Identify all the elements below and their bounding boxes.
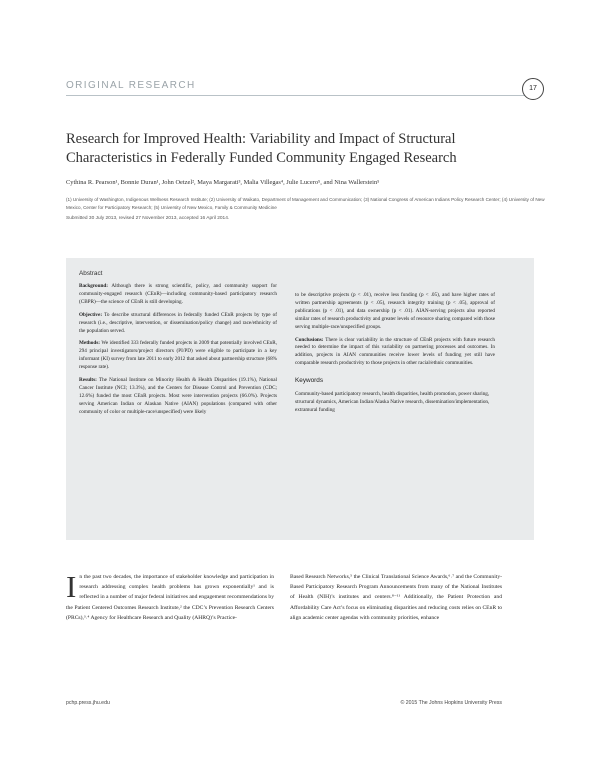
abstract-right-column (295, 292, 495, 420)
body-text-right: Based Research Networks,⁵ the Clinical Translational Science Awards,⁶˒⁷ and the Community-Based Participatory Research Program Announcements from many of the National Institutes of Health (NIH)’s institutes and centers.⁸⁻¹¹ Additionally, the Patient Protection and Affordability Care Act’s focus on eliminating disparities and reducing costs relies on CEnR to align academic center agendas with community priorities, enhance (290, 574, 502, 621)
journal-url: pchp.press.jhu.edu (66, 700, 110, 706)
abstract-results: Results: The National Institute on Minority Health & Health Disparities (19.1%), National Cancer Institute (NCI; 13.3%), and the Centers for Disease Control and Prevention (CDC; 12.6%) funded the most CEnR projects. Most were intervention projects (66.0%). Projects serving American Indian or Alaskan Native (AIAN) populations (compared with other community of color or multiple-race/unspecified) were likely (79, 377, 277, 415)
abstract-methods: Methods: We identified 333 federally funded projects in 2009 that potentially involved CEnR, 294 principal investigators/project directors (PI/PD) were eligible to participate in a key informant (KI) survey from late 2011 to early 2012 that asked about partnership structure (68% response rate). (79, 340, 277, 371)
copyright-notice: © 2015 The Johns Hopkins University Press (400, 700, 502, 706)
submission-dates: Submitted 30 July 2013, revised 27 November 2013, accepted 16 April 2014. (66, 216, 230, 221)
section-label: ORIGINAL RESEARCH (66, 80, 196, 91)
abstract-left-column (79, 283, 277, 422)
keywords-heading: Keywords (295, 377, 324, 385)
abstract-results-continued: to be descriptive projects (p < .01), receive less funding (p < .05), and have higher rates of written partnership agreements (p < .05), research integrity training (p < .05), approval of publications (p < .01), and data ownership (p < .01). AIAN-serving projects also reported similar rates of research productivity and greater levels of resource sharing compared with those serving multiple-race/unspecified groups. (295, 292, 495, 330)
section-divider (66, 95, 538, 96)
abstract-heading: Abstract (79, 270, 103, 277)
abstract-background: Background: Although there is strong scientific, policy, and community support for community-engaged research (CEnR)—including community-based participatory research (CBPR)—the science of CEnR is still developing. (79, 283, 277, 305)
author-affiliations: (1) University of Washington, Indigenous Wellness Research Institute; (2) University of Waikato, Department of Management and Communication; (3) National Congress of American Indians Policy Research Center; (4) University of New Mexico, Center for Participatory Research; (5) University of New Mexico, Family & Community Medicine (66, 197, 545, 210)
drop-cap: I (66, 569, 77, 604)
abstract-objective: Objective: To describe structural differences in federally funded CEnR projects by type of research (i.e., descriptive, intervention, or dissemination/policy change) and race/ethnicity of the population served. (79, 311, 277, 334)
author-list: Cythina R. Pearson¹, Bonnie Duran¹, John Oetzel², Maya Margarati³, Malia Villegas⁴, Julie Lucero⁵, and Nina Wallerstein⁵ (66, 179, 380, 186)
keywords-list: Community-based participatory research, health disparities, health promotion, power sharing, structural dynamics, American Indian/Alaska Native research, dissemination/implementation, extramural funding (295, 391, 490, 413)
article-title: Research for Improved Health: Variability and Impact of Structural Characteristics in Federally Funded Community Engaged Research (66, 131, 457, 166)
page-number-badge: 17 (522, 78, 544, 100)
body-paragraph: n the past two decades, the importance of stakeholder knowledge and participation in research addressing complex health problems has grown exponentially¹ and is reflected in a number of major federal initiatives and engagement recommendations by the Patient Centered Outcomes Research Institute,² the CDC’s Prevention Research Centers (PRCs),³˒⁴ Agency for Healthcare Research and Quality (AHRQ)’s Practice- (66, 574, 274, 621)
body-text-left (66, 569, 274, 623)
abstract-conclusions: Conclusions: There is clear variability in the structure of CEnR projects with future research needed to determine the impact of this variability on partnering processes and outcomes. In addition, projects in AIAN communities receive lower levels of funding yet still have comparable research productivity to those projects in other racial/ethnic communities. (295, 336, 495, 367)
